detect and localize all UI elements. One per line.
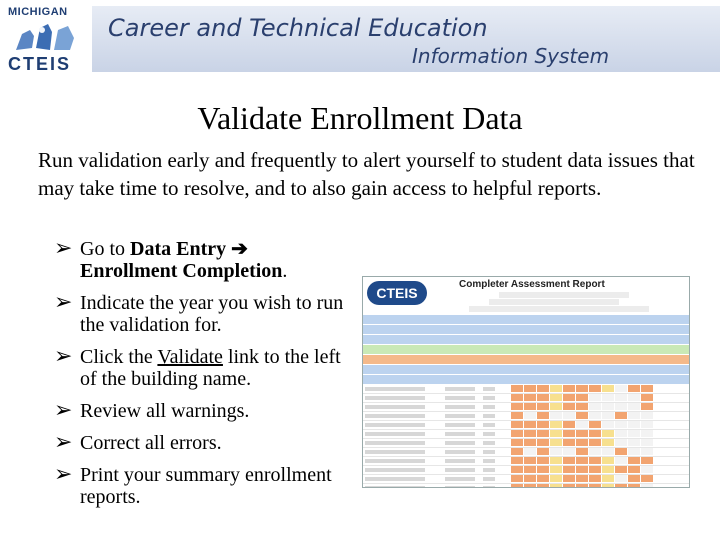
right-arrow-icon: ➔ xyxy=(231,238,248,260)
status-cell xyxy=(628,475,640,482)
status-cell xyxy=(511,394,523,401)
status-cell xyxy=(641,439,653,446)
status-cell xyxy=(511,448,523,455)
status-cell xyxy=(641,385,653,392)
arrow-bullet-icon: ➢ xyxy=(54,462,73,487)
status-cell xyxy=(602,457,614,464)
status-cell xyxy=(550,403,562,410)
status-cell xyxy=(550,484,562,488)
table-cell xyxy=(363,403,445,411)
status-cell xyxy=(641,403,653,410)
status-cell xyxy=(576,466,588,473)
status-cell xyxy=(537,385,549,392)
status-cell xyxy=(511,403,523,410)
status-cells xyxy=(511,403,654,411)
table-cell xyxy=(363,484,445,488)
status-cell xyxy=(589,394,601,401)
status-cell xyxy=(628,403,640,410)
list-item xyxy=(54,400,354,422)
status-cell xyxy=(563,385,575,392)
status-cell xyxy=(589,385,601,392)
status-cell xyxy=(511,439,523,446)
status-cell xyxy=(563,466,575,473)
bullet-menu-enrollment-completion: Enrollment Completion xyxy=(80,260,283,282)
status-cell xyxy=(563,421,575,428)
table-row xyxy=(363,421,689,430)
status-cell xyxy=(511,385,523,392)
status-cell xyxy=(589,484,601,488)
status-cell xyxy=(641,466,653,473)
status-cell xyxy=(563,484,575,488)
table-cell xyxy=(445,439,483,447)
status-cell xyxy=(550,394,562,401)
arrow-bullet-icon: ➢ xyxy=(54,236,73,261)
status-cell xyxy=(628,457,640,464)
table-cell xyxy=(445,412,483,420)
report-grid xyxy=(363,385,689,488)
status-cell xyxy=(576,412,588,419)
michigan-map-icon xyxy=(12,20,82,54)
bullet-suffix: link to the left of the building name. xyxy=(80,346,341,390)
status-cells xyxy=(511,466,654,474)
table-cell xyxy=(483,457,511,465)
bullet-text: Print your summary enrollment reports. xyxy=(80,464,332,508)
status-cell xyxy=(550,430,562,437)
table-row xyxy=(363,448,689,457)
status-cell xyxy=(576,430,588,437)
report-subtitle-lines xyxy=(459,291,659,313)
status-cell xyxy=(524,394,536,401)
status-cell xyxy=(537,448,549,455)
validate-link-text: Validate xyxy=(157,346,223,368)
status-cell xyxy=(563,394,575,401)
info-row xyxy=(363,375,689,385)
table-cell xyxy=(445,466,483,474)
status-cell xyxy=(550,385,562,392)
status-cell xyxy=(628,385,640,392)
status-cell xyxy=(615,385,627,392)
status-cell xyxy=(615,394,627,401)
logo-cteis-text: CTEIS xyxy=(8,54,72,74)
status-cell xyxy=(576,385,588,392)
header-banner xyxy=(0,0,720,80)
status-cell xyxy=(576,457,588,464)
table-row xyxy=(363,430,689,439)
status-cell xyxy=(524,430,536,437)
status-cell xyxy=(550,466,562,473)
table-cell xyxy=(483,466,511,474)
table-cell xyxy=(445,430,483,438)
status-cell xyxy=(550,412,562,419)
status-cell xyxy=(550,448,562,455)
arrow-bullet-icon: ➢ xyxy=(54,290,73,315)
status-cell xyxy=(550,439,562,446)
table-cell xyxy=(363,421,445,429)
status-cells xyxy=(511,421,654,429)
status-cell xyxy=(602,421,614,428)
status-cell xyxy=(563,430,575,437)
status-cell xyxy=(589,439,601,446)
table-cell xyxy=(363,439,445,447)
status-cell xyxy=(628,394,640,401)
info-row xyxy=(363,335,689,345)
table-cell xyxy=(445,394,483,402)
completer-report-screenshot xyxy=(362,276,690,488)
status-cell xyxy=(602,412,614,419)
status-cells xyxy=(511,448,654,456)
status-cell xyxy=(550,457,562,464)
table-cell xyxy=(483,439,511,447)
status-cell xyxy=(628,421,640,428)
table-cell xyxy=(445,484,483,488)
status-cell xyxy=(537,394,549,401)
status-cell xyxy=(602,466,614,473)
table-cell xyxy=(445,457,483,465)
status-cell xyxy=(576,439,588,446)
cteis-logo xyxy=(2,2,92,78)
status-cell xyxy=(537,421,549,428)
status-cell xyxy=(641,430,653,437)
status-cell xyxy=(589,403,601,410)
status-cells xyxy=(511,430,654,438)
list-item xyxy=(54,292,354,336)
status-cell xyxy=(615,484,627,488)
table-cell xyxy=(445,385,483,393)
status-cell xyxy=(511,421,523,428)
status-cell xyxy=(524,457,536,464)
status-cell xyxy=(602,385,614,392)
status-cell xyxy=(511,475,523,482)
table-cell xyxy=(483,394,511,402)
status-cell xyxy=(615,412,627,419)
bullet-text: Review all warnings. xyxy=(80,400,250,422)
status-cell xyxy=(550,475,562,482)
table-cell xyxy=(483,475,511,483)
arrow-bullet-icon: ➢ xyxy=(54,344,73,369)
status-cell xyxy=(537,457,549,464)
list-item xyxy=(54,464,354,508)
status-cell xyxy=(537,412,549,419)
status-cells xyxy=(511,484,654,488)
status-cell xyxy=(576,475,588,482)
status-cell xyxy=(602,475,614,482)
status-cell xyxy=(602,403,614,410)
list-item xyxy=(54,432,354,454)
table-row xyxy=(363,475,689,484)
status-cell xyxy=(563,439,575,446)
status-cell xyxy=(641,448,653,455)
status-cell xyxy=(602,394,614,401)
status-cell xyxy=(537,430,549,437)
status-cell xyxy=(537,484,549,488)
instruction-list xyxy=(54,238,354,518)
status-cell xyxy=(563,448,575,455)
status-cell xyxy=(641,394,653,401)
status-cell xyxy=(511,466,523,473)
banner-title: Career and Technical Education xyxy=(108,14,488,42)
status-cell xyxy=(576,448,588,455)
bullet-menu-data-entry: Data Entry xyxy=(130,238,232,260)
table-cell xyxy=(363,394,445,402)
status-cell xyxy=(615,457,627,464)
table-cell xyxy=(445,475,483,483)
status-cell xyxy=(563,403,575,410)
list-item xyxy=(54,346,354,390)
status-cells xyxy=(511,385,654,393)
bullet-suffix: . xyxy=(282,260,288,282)
table-cell xyxy=(483,385,511,393)
status-cell xyxy=(628,484,640,488)
status-cell xyxy=(524,484,536,488)
status-cell xyxy=(602,448,614,455)
bullet-prefix: Go to xyxy=(80,238,130,260)
bullet-prefix: Click the xyxy=(80,346,158,368)
status-cells xyxy=(511,439,654,447)
status-cell xyxy=(576,484,588,488)
status-cell xyxy=(615,421,627,428)
info-row xyxy=(363,325,689,335)
report-title: Completer Assessment Report xyxy=(459,279,605,290)
status-cell xyxy=(589,466,601,473)
status-cell xyxy=(589,412,601,419)
slide-title: Validate Enrollment Data xyxy=(197,100,523,136)
status-cell xyxy=(628,412,640,419)
status-cell xyxy=(602,439,614,446)
table-cell xyxy=(483,448,511,456)
status-cell xyxy=(615,475,627,482)
status-cell xyxy=(511,457,523,464)
status-cell xyxy=(615,430,627,437)
status-cell xyxy=(628,448,640,455)
bullet-text: Indicate the year you wish to run the validation for. xyxy=(80,292,344,336)
status-cell xyxy=(615,448,627,455)
table-cell xyxy=(363,475,445,483)
status-cells xyxy=(511,475,654,483)
status-cell xyxy=(615,439,627,446)
banner-subtitle: Information System xyxy=(412,44,610,68)
table-row xyxy=(363,394,689,403)
arrow-bullet-icon: ➢ xyxy=(54,430,73,455)
status-cell xyxy=(628,466,640,473)
status-cell xyxy=(524,448,536,455)
bullet-text: Correct all errors. xyxy=(80,432,222,454)
status-cell xyxy=(641,421,653,428)
logo-michigan-text: MICHIGAN xyxy=(8,6,68,18)
table-cell xyxy=(363,448,445,456)
status-cell xyxy=(511,430,523,437)
table-cell xyxy=(483,484,511,488)
status-cells xyxy=(511,412,654,420)
status-cell xyxy=(537,475,549,482)
table-row xyxy=(363,385,689,394)
status-cell xyxy=(524,466,536,473)
table-cell xyxy=(483,412,511,420)
status-cell xyxy=(537,403,549,410)
status-cell xyxy=(602,484,614,488)
status-cell xyxy=(615,403,627,410)
table-cell xyxy=(363,430,445,438)
status-cell xyxy=(641,475,653,482)
status-cell xyxy=(589,430,601,437)
status-cell xyxy=(524,421,536,428)
table-cell xyxy=(363,385,445,393)
table-cell xyxy=(445,421,483,429)
table-cell xyxy=(363,412,445,420)
status-cell xyxy=(576,403,588,410)
status-cell xyxy=(524,475,536,482)
status-cell xyxy=(641,412,653,419)
info-row xyxy=(363,345,689,355)
table-cell xyxy=(363,466,445,474)
table-row xyxy=(363,412,689,421)
table-cell xyxy=(483,430,511,438)
status-cell xyxy=(589,421,601,428)
status-cell xyxy=(628,439,640,446)
table-row xyxy=(363,439,689,448)
status-cell xyxy=(589,448,601,455)
table-row xyxy=(363,403,689,412)
status-cell xyxy=(641,484,653,488)
table-cell xyxy=(483,421,511,429)
status-cell xyxy=(641,457,653,464)
status-cells xyxy=(511,457,654,465)
status-cell xyxy=(550,421,562,428)
table-row xyxy=(363,466,689,475)
status-cell xyxy=(576,394,588,401)
table-cell xyxy=(445,448,483,456)
status-cell xyxy=(537,439,549,446)
status-cell xyxy=(576,421,588,428)
status-cells xyxy=(511,394,654,402)
status-cell xyxy=(524,385,536,392)
info-row xyxy=(363,355,689,365)
status-cell xyxy=(511,412,523,419)
table-row xyxy=(363,457,689,466)
status-cell xyxy=(589,475,601,482)
report-info-rows xyxy=(363,315,689,385)
info-row xyxy=(363,315,689,325)
status-cell xyxy=(615,466,627,473)
table-row xyxy=(363,484,689,488)
report-logo: CTEIS xyxy=(367,281,427,305)
intro-paragraph: Run validation early and frequently to alert yourself to student data issues that may take time to resolve, and to also gain access to helpful reports. xyxy=(38,148,695,200)
status-cell xyxy=(602,430,614,437)
status-cell xyxy=(628,430,640,437)
status-cell xyxy=(563,475,575,482)
status-cell xyxy=(537,466,549,473)
status-cell xyxy=(589,457,601,464)
status-cell xyxy=(524,403,536,410)
status-cell xyxy=(524,439,536,446)
table-cell xyxy=(483,403,511,411)
list-item xyxy=(54,238,354,282)
status-cell xyxy=(511,484,523,488)
status-cell xyxy=(563,412,575,419)
table-cell xyxy=(445,403,483,411)
arrow-bullet-icon: ➢ xyxy=(54,398,73,423)
status-cell xyxy=(563,457,575,464)
status-cell xyxy=(524,412,536,419)
info-row xyxy=(363,365,689,375)
table-cell xyxy=(363,457,445,465)
